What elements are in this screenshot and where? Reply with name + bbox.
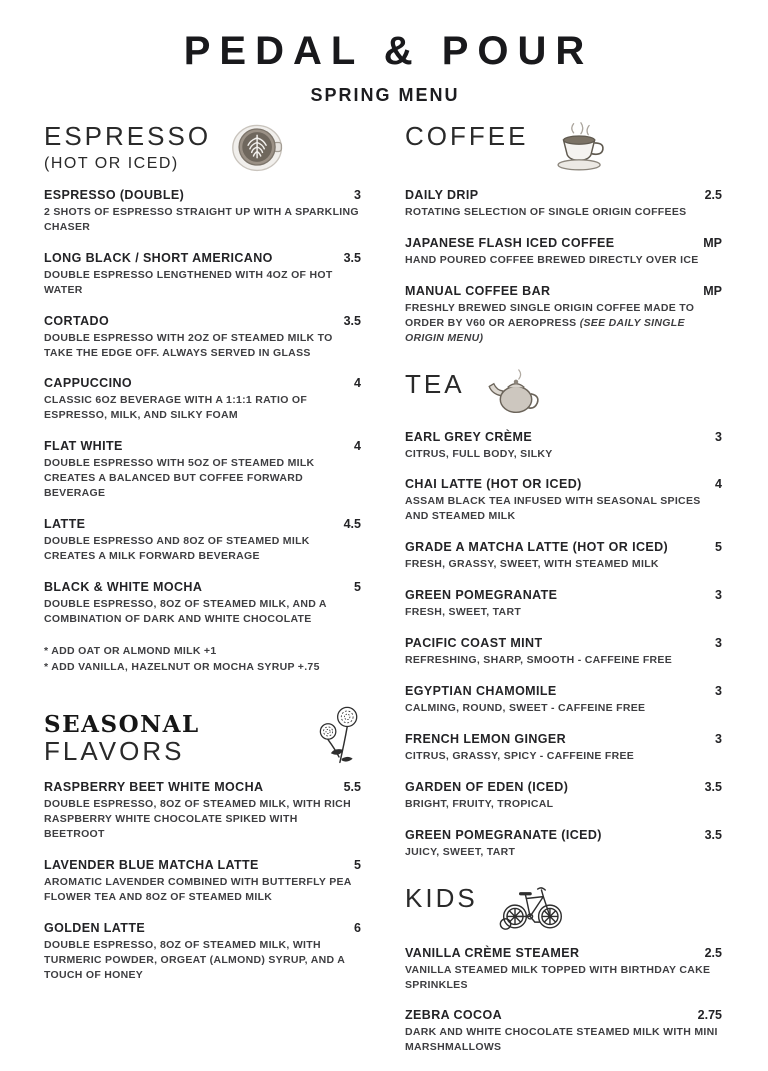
item-description	[405, 605, 722, 620]
section-kids	[405, 882, 722, 1056]
item-price: 3	[354, 188, 361, 202]
item-name: GREEN POMEGRANATE	[405, 588, 558, 603]
section-seasonal	[44, 706, 361, 982]
section-heading-kids: KIDS	[405, 882, 478, 913]
item-description	[44, 534, 361, 564]
item-description	[405, 653, 722, 668]
item-description-text: REFRESHING, SHARP, SMOOTH - CAFFEINE FREE	[405, 654, 673, 667]
item-description-text: CLASSIC 6OZ BEVERAGE WITH A 1:1:1 RATIO OF ESPRESSO, MILK, AND SILKY FOAM	[44, 394, 308, 422]
item-name: LONG BLACK / SHORT AMERICANO	[44, 250, 273, 265]
item-description-text: CALMING, ROUND, SWEET - CAFFEINE FREE	[405, 701, 646, 714]
item-name: PACIFIC COAST MINT	[405, 636, 543, 651]
item-name: JAPANESE FLASH ICED COFFEE	[405, 235, 615, 250]
menu-item	[405, 684, 722, 716]
item-price: 5	[354, 579, 361, 594]
menu-item	[44, 188, 361, 235]
item-price: 3.5	[343, 250, 361, 265]
bicycle-icon	[498, 882, 566, 932]
item-price: 5	[715, 540, 722, 555]
item-description	[44, 938, 361, 983]
item-price: 3	[715, 588, 722, 603]
section-heading-coffee: COFFEE	[405, 121, 529, 151]
item-description-text: DARK AND WHITE CHOCOLATE STEAMED MILK WITH MINI MARSHMALLOWS	[405, 1026, 718, 1054]
menu-item-row	[405, 540, 722, 554]
section-heading-espresso: ESPRESSO	[44, 121, 212, 151]
item-price: MP	[703, 283, 722, 298]
menu-item-row	[44, 188, 361, 202]
item-name: GARDEN OF EDEN (ICED)	[405, 779, 569, 794]
item-price: 6	[354, 920, 361, 935]
item-name: FRENCH LEMON GINGER	[405, 731, 567, 746]
menu-item-row	[44, 314, 361, 328]
menu-item	[405, 236, 722, 268]
item-price: MP	[703, 235, 722, 250]
menu-item-row	[44, 251, 361, 265]
section-coffee	[405, 120, 722, 346]
item-description	[405, 963, 722, 993]
menu-item-row	[44, 921, 361, 935]
section-heading-seasonal	[44, 708, 297, 765]
item-name: EGYPTIAN CHAMOMILE	[405, 683, 557, 698]
item-description	[44, 797, 361, 842]
item-price: 3.5	[704, 779, 722, 794]
menu-item-row	[405, 1008, 722, 1022]
page-title: PEDAL & POUR	[183, 29, 594, 73]
item-description	[405, 701, 722, 716]
menu-item	[44, 921, 361, 983]
item-description	[405, 494, 722, 524]
item-name: LAVENDER BLUE MATCHA LATTE	[44, 857, 259, 872]
left-column	[44, 112, 361, 998]
seasonal-section-header	[44, 706, 361, 766]
menu-item-row	[405, 946, 722, 960]
espresso-items	[44, 188, 361, 627]
menu-item	[405, 946, 722, 993]
menu-item	[405, 284, 722, 346]
item-description-text: DOUBLE ESPRESSO WITH 5OZ OF STEAMED MILK CREATES A BALANCED BUT COFFEE FORWARD BEVERAGE	[44, 457, 315, 500]
item-description	[405, 301, 722, 346]
item-description-text: FRESH, SWEET, TART	[405, 606, 522, 619]
item-price: 4	[354, 439, 361, 454]
coffee-cup-icon	[548, 120, 612, 174]
item-name: CORTADO	[44, 313, 110, 328]
item-price: 3	[715, 429, 722, 444]
menu-footnote: * ADD OAT OR ALMOND MILK +1	[44, 644, 217, 657]
section-heading-tea: TEA	[405, 368, 465, 399]
kids-section-header	[405, 882, 722, 932]
item-description	[44, 875, 361, 905]
menu-item	[44, 376, 361, 423]
item-description	[44, 393, 361, 423]
menu-item-row	[44, 580, 361, 594]
menu-item-row	[405, 684, 722, 698]
item-name: GOLDEN LATTE	[44, 920, 146, 935]
item-price: 3.5	[704, 827, 722, 842]
menu-item	[44, 580, 361, 627]
menu-item-row	[405, 477, 722, 491]
item-price: 4.5	[343, 516, 361, 531]
kids-items	[405, 946, 722, 1056]
item-description	[405, 557, 722, 572]
menu-item-row	[405, 636, 722, 650]
item-description-text: DOUBLE ESPRESSO, 8OZ OF STEAMED MILK, WITH TURMERIC POWDER, ORGEAT (ALMOND) SYRUP, AND A TOUCH OF HONEY	[44, 938, 345, 981]
item-description-text: FRESHLY BREWED SINGLE ORIGIN COFFEE MADE TO ORDER BY V60 OR AEROPRESS	[405, 301, 695, 329]
menu-item	[405, 828, 722, 860]
item-name: EARL GREY CRÈME	[405, 429, 533, 444]
item-description	[44, 456, 361, 501]
item-price: 5.5	[343, 780, 361, 795]
item-price: 3.5	[343, 313, 361, 328]
item-description-text: DOUBLE ESPRESSO LENGTHENED WITH 4OZ OF HOT WATER	[44, 268, 333, 296]
item-description-text: DOUBLE ESPRESSO AND 8OZ OF STEAMED MILK CREATES A MILK FORWARD BEVERAGE	[44, 534, 310, 562]
menu-item	[44, 314, 361, 361]
menu-item-row	[405, 588, 722, 602]
seasonal-script-word: SEASONAL	[44, 711, 200, 739]
item-name: FLAT WHITE	[44, 439, 123, 454]
menu-item-row	[44, 517, 361, 531]
menu-item	[44, 858, 361, 905]
menu-item-row	[405, 828, 722, 842]
menu-item	[405, 588, 722, 620]
item-description-text: CITRUS, FULL BODY, SILKY	[405, 447, 553, 460]
menu-item-row	[405, 236, 722, 250]
item-name: BLACK & WHITE MOCHA	[44, 579, 203, 594]
menu-item	[405, 636, 722, 668]
flower-icon	[317, 706, 361, 766]
menu-item-row	[405, 188, 722, 202]
menu-item	[405, 477, 722, 524]
item-name: CHAI LATTE (HOT OR ICED)	[405, 477, 582, 492]
menu-item	[44, 251, 361, 298]
menu-item-row	[405, 732, 722, 746]
item-description	[44, 597, 361, 627]
section-subheading-espresso: (HOT OR ICED)	[44, 154, 179, 172]
item-price: 5	[354, 857, 361, 872]
item-description-text: ASSAM BLACK TEA INFUSED WITH SEASONAL SPICES AND STEAMED MILK	[405, 495, 701, 523]
menu-item	[44, 439, 361, 501]
coffee-section-header	[405, 120, 722, 174]
item-description-text: CITRUS, GRASSY, SPICY - CAFFEINE FREE	[405, 749, 635, 762]
seasonal-items	[44, 780, 361, 982]
item-price: 4	[715, 477, 722, 492]
item-description	[405, 797, 722, 812]
item-price: 2.75	[697, 1008, 722, 1023]
item-description	[405, 749, 722, 764]
item-description	[405, 845, 722, 860]
item-description	[44, 331, 361, 361]
menu-item	[405, 1008, 722, 1055]
menu-footnote: * ADD VANILLA, HAZELNUT OR MOCHA SYRUP +.75	[44, 661, 320, 674]
item-description-text: ROTATING SELECTION OF SINGLE ORIGIN COFFEES	[405, 206, 687, 218]
item-price: 2.5	[704, 188, 722, 202]
item-price: 4	[354, 376, 361, 391]
item-name: GREEN POMEGRANATE (ICED)	[405, 827, 602, 842]
page-subtitle: SPRING MENU	[310, 85, 460, 105]
item-description-text: VANILLA STEAMED MILK TOPPED WITH BIRTHDAY CAKE SPRINKLES	[405, 963, 711, 991]
item-description	[44, 205, 361, 235]
menu-item	[405, 732, 722, 764]
item-description-text: DOUBLE ESPRESSO, 8OZ OF STEAMED MILK, WITH RICH RASPBERRY WHITE CHOCOLATE SPIKED WITH BEETROOT	[44, 798, 351, 840]
tea-items	[405, 430, 722, 860]
item-price: 3	[715, 683, 722, 698]
tea-section-header	[405, 368, 722, 416]
seasonal-plain-word: FLAVORS	[44, 735, 185, 766]
item-name: ZEBRA COCOA	[405, 1008, 502, 1023]
menu-item	[405, 188, 722, 220]
right-column	[405, 112, 722, 1071]
section-tea	[405, 368, 722, 860]
teapot-icon	[485, 368, 547, 416]
item-description-text: FRESH, GRASSY, SWEET, WITH STEAMED MILK	[405, 558, 659, 571]
item-name: DAILY DRIP	[405, 188, 479, 202]
item-description-text: AROMATIC LAVENDER COMBINED WITH BUTTERFLY PEA FLOWER TEA AND 8OZ OF STEAMED MILK	[44, 875, 352, 903]
item-name: RASPBERRY BEET WHITE MOCHA	[44, 780, 264, 795]
item-name: MANUAL COFFEE BAR	[405, 283, 551, 298]
latte-art-cup-icon	[231, 120, 285, 174]
menu-item-row	[405, 430, 722, 444]
item-description	[405, 447, 722, 462]
item-price: 3	[715, 731, 722, 746]
item-description	[405, 253, 722, 268]
item-description-text: HAND POURED COFFEE BREWED DIRECTLY OVER ICE	[405, 253, 699, 266]
espresso-footnotes	[44, 643, 361, 677]
menu-item	[44, 780, 361, 842]
item-description-text: 2 SHOTS OF ESPRESSO STRAIGHT UP WITH A SPARKLING CHASER	[44, 206, 359, 233]
menu-item-row	[405, 284, 722, 298]
espresso-section-header	[44, 120, 361, 174]
menu-item-row	[44, 780, 361, 794]
item-name: ESPRESSO (DOUBLE)	[44, 188, 185, 202]
menu-item	[405, 540, 722, 572]
menu-columns	[0, 106, 768, 1071]
item-description-italic: (SEE DAILY SINGLE ORIGIN MENU)	[405, 316, 685, 344]
item-description	[405, 1025, 722, 1055]
menu-item	[405, 780, 722, 812]
item-description-text: DOUBLE ESPRESSO, 8OZ OF STEAMED MILK, AND A COMBINATION OF DARK AND WHITE CHOCOLATE	[44, 597, 327, 625]
item-price: 2.5	[704, 945, 722, 960]
item-name: LATTE	[44, 516, 86, 531]
item-description	[44, 268, 361, 298]
menu-item	[405, 430, 722, 462]
menu-item	[44, 517, 361, 564]
menu-item-row	[405, 780, 722, 794]
menu-item-row	[44, 376, 361, 390]
item-name: VANILLA CRÈME STEAMER	[405, 945, 580, 960]
item-description	[405, 205, 722, 220]
item-description-text: BRIGHT, FRUITY, TROPICAL	[405, 797, 554, 810]
menu-header	[0, 0, 768, 106]
item-name: GRADE A MATCHA LATTE (HOT OR ICED)	[405, 540, 669, 555]
item-name: CAPPUCCINO	[44, 376, 133, 391]
coffee-items	[405, 188, 722, 346]
item-description-text: DOUBLE ESPRESSO WITH 2OZ OF STEAMED MILK TO TAKE THE EDGE OFF. ALWAYS SERVED IN GLASS	[44, 331, 333, 359]
menu-item-row	[44, 858, 361, 872]
section-espresso	[44, 120, 361, 676]
item-description-text: JUICY, SWEET, TART	[405, 845, 516, 858]
menu-item-row	[44, 439, 361, 453]
item-price: 3	[715, 636, 722, 651]
